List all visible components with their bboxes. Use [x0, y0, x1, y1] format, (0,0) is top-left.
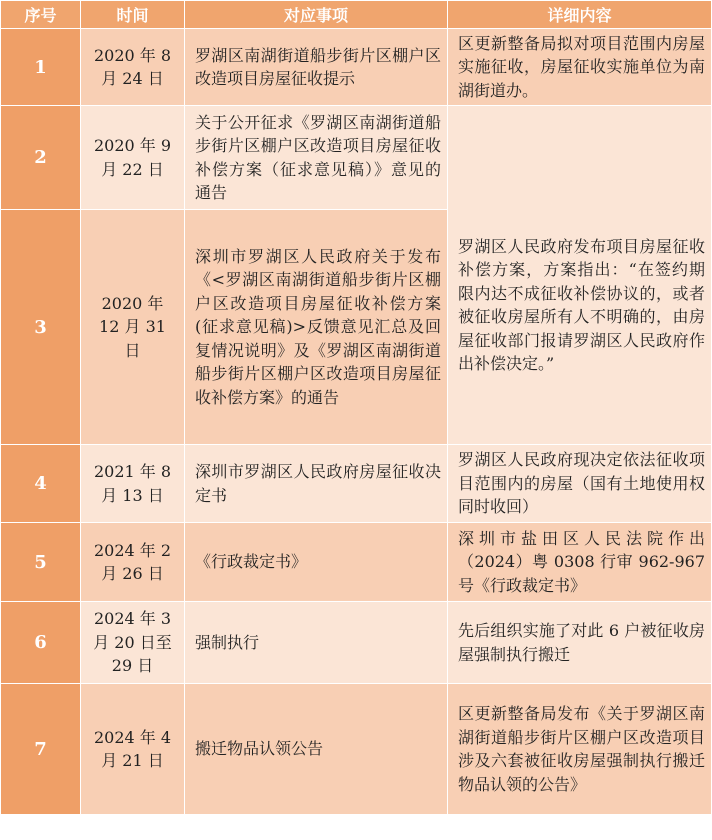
row-time — [81, 684, 185, 815]
table-header-row — [1, 1, 712, 29]
row-time-text: 2024 年 4 月 21 日 — [93, 727, 172, 770]
row-seq: 2 — [1, 106, 81, 210]
row-item — [185, 106, 448, 210]
row-detail-text: 区更新整备局发布《关于罗湖区南湖街道船步街片区棚户区改造项目涉及六套被征收房屋强制执行搬迁物品认领的公告》 — [458, 704, 705, 794]
row-item-text: 深圳市罗湖区人民政府关于发布《<罗湖区南湖街道船步街片区棚户区改造项目房屋征收补偿方案(征求意见稿)>反馈意见汇总及回复情况说明》及《罗湖区南湖街道船步街片区棚户区改造项目房屋征收补偿方案》的通告 — [195, 246, 441, 407]
row-detail-text: 深圳市盐田区人民法院作出（2024）粤 0308 行审 962-967 号《行政裁定书》 — [458, 528, 705, 595]
table-row — [1, 602, 712, 684]
row-detail — [448, 684, 712, 815]
row-item-text: 《行政裁定书》 — [195, 552, 308, 572]
row-seq: 3 — [1, 210, 81, 445]
row-item — [185, 445, 448, 523]
row-item-text: 强制执行 — [195, 632, 260, 652]
row-item — [185, 29, 448, 106]
row-time — [81, 210, 185, 445]
row-time — [81, 523, 185, 602]
row-item — [185, 602, 448, 684]
table-row — [1, 106, 712, 210]
row-time-text: 2020 年 12 月 31 日 — [99, 293, 166, 360]
row-detail-text: 罗湖区人民政府发布项目房屋征收补偿方案，方案指出：“在签约期限内达不成征收补偿协议的，或者被征收房屋所有人不明确的，由房屋征收部门报请罗湖区人民政府作出补偿决定。” — [458, 236, 705, 373]
row-seq: 4 — [1, 445, 81, 523]
row-time — [81, 445, 185, 523]
row-time — [81, 602, 185, 684]
row-seq: 1 — [1, 29, 81, 106]
row-detail — [448, 445, 712, 523]
row-seq: 5 — [1, 523, 81, 602]
header-item: 对应事项 — [185, 1, 448, 29]
row-item — [185, 523, 448, 602]
row-detail-text: 罗湖区人民政府现决定依法征收项目范围内的房屋（国有土地使用权同时收回） — [458, 450, 705, 517]
row-time-text: 2020 年 8 月 24 日 — [93, 45, 172, 88]
header-seq: 序号 — [1, 1, 81, 29]
row-time-text: 2021 年 8 月 13 日 — [93, 462, 172, 505]
row-detail — [448, 523, 712, 602]
row-detail — [448, 29, 712, 106]
row-time-text: 2020 年 9 月 22 日 — [93, 136, 172, 179]
row-time-text: 2024 年 3 月 20 日至 29 日 — [93, 609, 172, 676]
row-seq: 7 — [1, 684, 81, 815]
row-detail — [448, 602, 712, 684]
header-time: 时间 — [81, 1, 185, 29]
row-item-text: 搬迁物品认领公告 — [195, 739, 324, 759]
row-time — [81, 106, 185, 210]
row-detail-text: 先后组织实施了对此 6 户被征收房屋强制执行搬迁 — [458, 621, 705, 664]
row-time — [81, 29, 185, 106]
row-detail-merged — [448, 106, 712, 445]
row-item — [185, 684, 448, 815]
row-item-text: 深圳市罗湖区人民政府房屋征收决定书 — [195, 462, 441, 505]
row-time-text: 2024 年 2 月 26 日 — [93, 540, 172, 583]
table-row — [1, 684, 712, 815]
header-detail: 详细内容 — [448, 1, 712, 29]
row-item — [185, 210, 448, 445]
row-item-text: 罗湖区南湖街道船步街片区棚户区改造项目房屋征收提示 — [195, 45, 441, 88]
row-seq: 6 — [1, 602, 81, 684]
table-row — [1, 445, 712, 523]
table-row — [1, 523, 712, 602]
table-row — [1, 29, 712, 106]
row-detail-text: 区更新整备局拟对项目范围内房屋实施征收，房屋征收实施单位为南湖街道办。 — [458, 33, 705, 100]
row-item-text: 关于公开征求《罗湖区南湖街道船步街片区棚户区改造项目房屋征收补偿方案（征求意见稿）》意见的通告 — [195, 112, 441, 202]
